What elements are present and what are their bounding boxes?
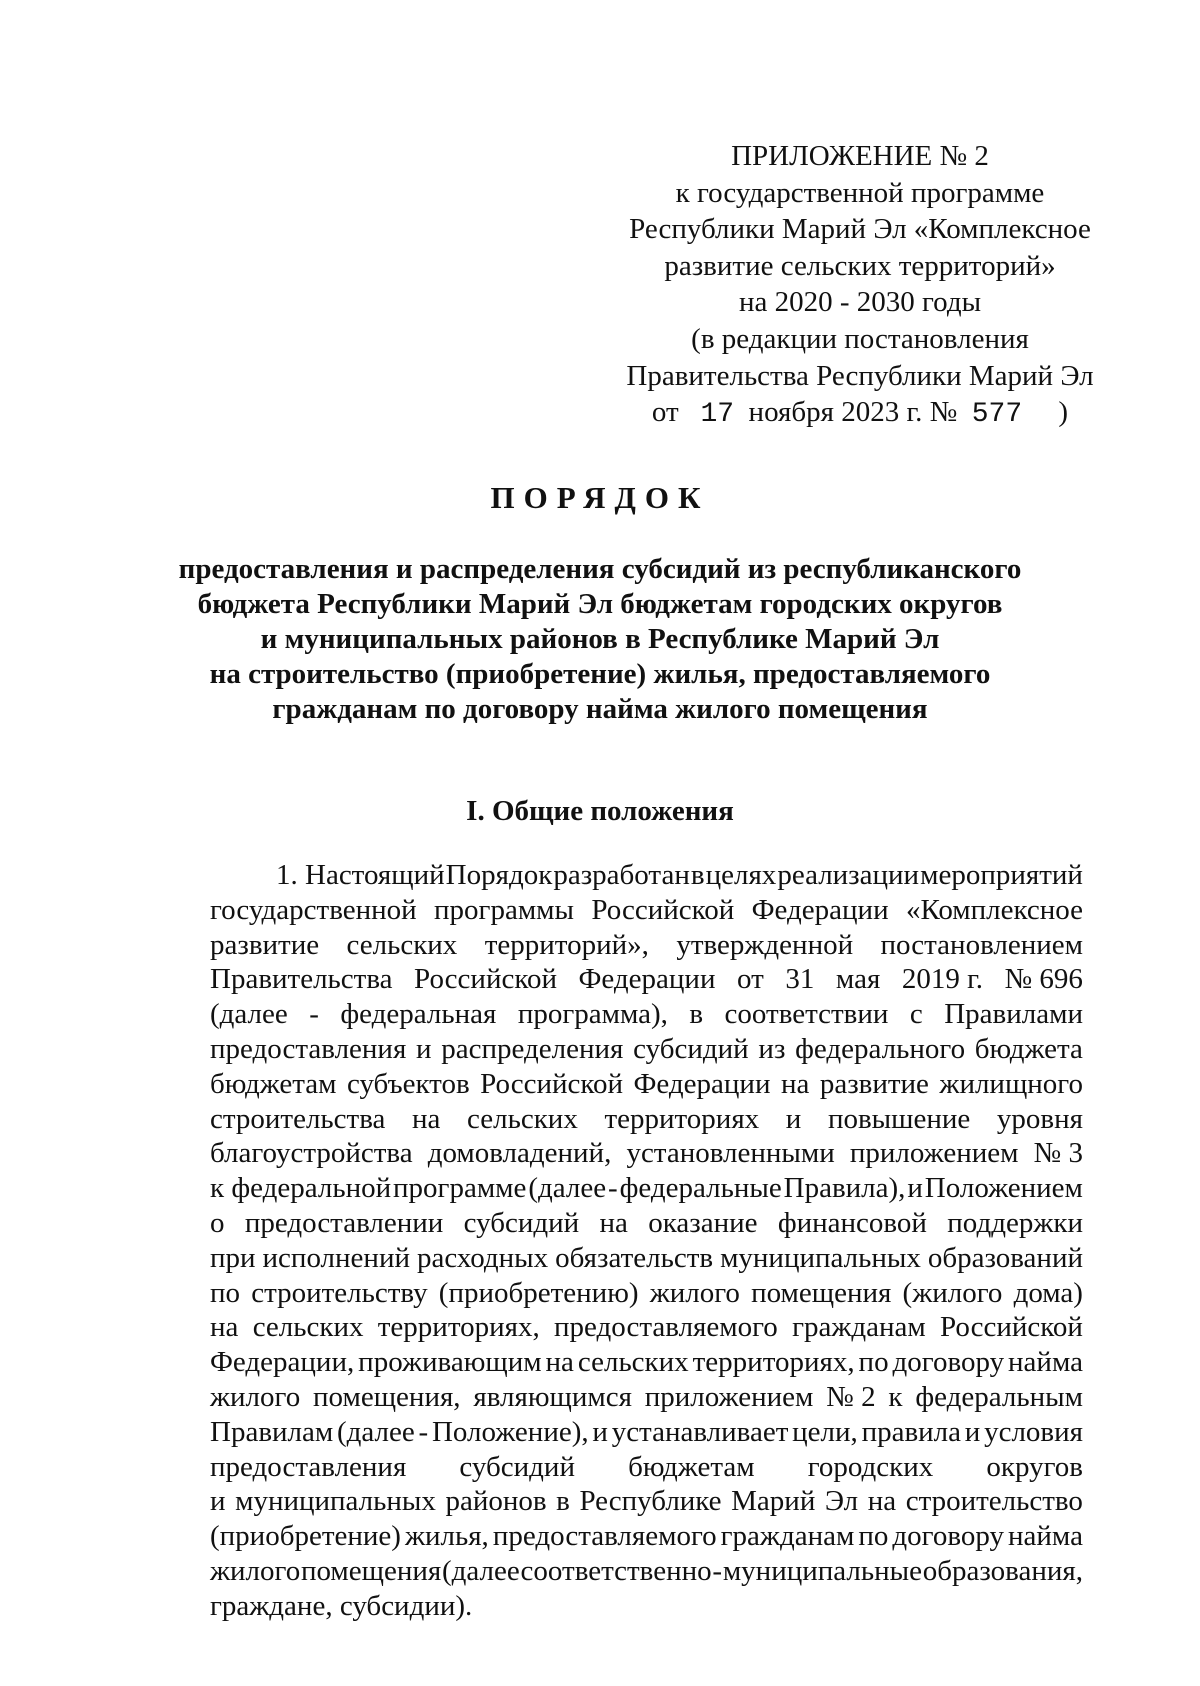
- paragraph-word: Республике: [579, 1485, 722, 1518]
- paragraph-word: предоставления: [210, 1450, 407, 1483]
- paragraph-word: приложением: [644, 1380, 814, 1413]
- paragraph-line: [210, 1310, 1083, 1345]
- paragraph-word: строительства: [210, 1102, 386, 1135]
- paragraph-word: в: [556, 1485, 570, 1518]
- paragraph-line: [210, 1171, 1083, 1206]
- paragraph-word: -: [309, 998, 319, 1031]
- paragraph-word: сельских: [467, 1102, 578, 1135]
- paragraph-word: № 696: [1004, 963, 1083, 996]
- paragraph-word: с: [909, 998, 923, 1031]
- paragraph-word: помещения: [300, 1554, 442, 1587]
- paragraph-word: найма: [1008, 1520, 1083, 1553]
- paragraph-line: [210, 1589, 1083, 1624]
- paragraph-line: [210, 1450, 1083, 1485]
- paragraph-word: Российской: [414, 963, 557, 996]
- paragraph-line: [210, 1032, 1083, 1067]
- paragraph-word: целях: [705, 859, 777, 891]
- subtitle-line: бюджета Республики Марий Эл бюджетам городских округов: [197, 588, 1003, 620]
- paragraph-word: на: [867, 1485, 897, 1518]
- paragraph-word: жилищного: [939, 1067, 1083, 1100]
- paragraph-word: по: [858, 1346, 889, 1379]
- paragraph-line: [210, 1380, 1083, 1415]
- paragraph-word: мероприятий: [920, 859, 1083, 891]
- paragraph-line: [210, 1067, 1083, 1102]
- paragraph-word: субсидии).: [339, 1589, 473, 1622]
- subtitle-line: предоставления и распределения субсидий из республиканского: [178, 553, 1022, 585]
- resolution-number: 577: [971, 399, 1023, 431]
- paragraph-word: реализации: [777, 859, 920, 891]
- paragraph-word: субсидий: [463, 1206, 580, 1239]
- paragraph-word: жилого: [210, 1380, 301, 1413]
- appendix-line: Республики Марий Эл «Комплексное: [629, 213, 1091, 246]
- appendix-date-line: [600, 394, 1120, 434]
- paragraph-word: № 3: [1033, 1137, 1083, 1170]
- paragraph-line: [210, 997, 1083, 1032]
- appendix-line: на 2020 - 2030 годы: [738, 286, 982, 319]
- appendix-line: (в редакции постановления: [691, 322, 1029, 355]
- paragraph-word: договору: [892, 1520, 1004, 1553]
- paragraph-word: условия: [984, 1415, 1083, 1448]
- paragraph-word: Марий: [731, 1485, 816, 1518]
- paragraph-word: Российской: [591, 893, 735, 926]
- paragraph-line: [210, 1554, 1083, 1589]
- paragraph-word: (далее: [337, 1415, 415, 1448]
- appendix-line: к государственной программе: [675, 176, 1045, 209]
- paragraph-word: (далее: [210, 998, 288, 1031]
- paragraph-word: о: [210, 1206, 225, 1239]
- paragraph-line: [210, 1241, 1083, 1276]
- paragraph-word: районов: [445, 1485, 547, 1518]
- paragraph-word: федерального: [795, 1032, 966, 1065]
- paragraph-word: жилого: [649, 1276, 740, 1309]
- paragraph-word: территориях: [604, 1102, 760, 1135]
- paragraph-word: Правительства: [210, 963, 393, 996]
- paragraph-word: разработан: [553, 859, 690, 891]
- paragraph-word: государственной: [210, 893, 417, 926]
- paragraph-word: сельских: [346, 928, 458, 961]
- appendix-header: [600, 138, 1120, 434]
- paragraph-word: утвержденной: [676, 928, 854, 961]
- date-rest: ноября 2023 г. №: [748, 396, 958, 429]
- document-title: ПОРЯДОК: [490, 480, 710, 515]
- paragraph-word: по: [858, 1520, 889, 1553]
- paragraph-word: и: [416, 1032, 432, 1065]
- subtitle-line: на строительство (приобретение) жилья, предоставляемого: [209, 658, 991, 690]
- paragraph-word: -: [418, 1415, 429, 1448]
- paragraph-word: финансовой: [777, 1206, 927, 1239]
- paragraph-word: (жилого: [902, 1276, 1003, 1309]
- paragraph-line: [210, 1345, 1083, 1380]
- paragraph-word: городских: [807, 1450, 934, 1483]
- paragraph-word: в: [689, 998, 704, 1031]
- paragraph-line: [210, 1415, 1083, 1450]
- paragraph-line: [210, 1136, 1083, 1171]
- paragraph-word: «Комплексное: [905, 893, 1083, 926]
- paragraph-word: муниципальных: [235, 1485, 436, 1518]
- paragraph-word: дома): [1013, 1276, 1083, 1309]
- paragraph-word: бюджетам: [628, 1450, 755, 1483]
- paragraph-word: программе: [393, 1172, 527, 1205]
- paragraph-word: граждане,: [210, 1589, 333, 1622]
- paragraph-word: Российской: [480, 1067, 624, 1100]
- paragraph-word: жилья,: [404, 1520, 489, 1553]
- paragraph-word: бюджетам: [210, 1067, 337, 1100]
- paragraph-word: жилого: [210, 1554, 301, 1587]
- paragraph-word: предоставлении: [244, 1206, 444, 1239]
- paragraph-line: [210, 1206, 1083, 1241]
- paragraph-word: федеральная: [340, 998, 497, 1031]
- paragraph-word: развитие: [210, 928, 320, 961]
- paragraph-line: [210, 1519, 1083, 1554]
- paragraph-word: благоустройства: [210, 1137, 413, 1170]
- date-day: 17: [700, 399, 735, 431]
- paragraph-line: [210, 1484, 1083, 1519]
- paragraph-word: помещения: [751, 1276, 892, 1309]
- paragraph-word: территориях,: [692, 1346, 855, 1379]
- paragraph-word: из: [758, 1032, 786, 1065]
- paragraph-word: гражданам: [720, 1520, 855, 1553]
- paragraph-word: мая: [835, 963, 881, 996]
- paragraph-word: Федерации: [633, 1067, 771, 1100]
- appendix-line: развитие сельских территорий»: [664, 249, 1056, 282]
- paragraph-word: оказание: [648, 1206, 758, 1239]
- paragraph-word: субъектов: [346, 1067, 470, 1100]
- paragraph-word: программа),: [517, 998, 668, 1031]
- paragraph-word: Правилами: [944, 998, 1083, 1031]
- paragraph-word: и: [964, 1415, 981, 1448]
- paragraph-word: бюджета: [974, 1032, 1083, 1065]
- paragraph-word: федеральным: [915, 1380, 1083, 1413]
- paragraph-word: образований: [927, 1241, 1083, 1274]
- paragraph-word: на: [780, 1067, 810, 1100]
- paragraph-word: субсидий: [633, 1032, 749, 1065]
- paragraph-word: поддержки: [947, 1206, 1083, 1239]
- paragraph-word: № 2: [826, 1380, 876, 1413]
- paragraph-word: найма: [1008, 1346, 1083, 1379]
- paragraph-word: расходных: [416, 1241, 549, 1274]
- paragraph-line: [210, 928, 1083, 963]
- paragraph-word: от: [737, 963, 764, 996]
- paragraph-word: и: [210, 1485, 226, 1518]
- paragraph-word: соответственно: [520, 1554, 712, 1587]
- paragraph-word: договору: [892, 1346, 1005, 1379]
- paragraph-word: обязательств: [555, 1241, 714, 1274]
- paragraph-line: [210, 962, 1083, 997]
- document-subtitle: [160, 552, 1040, 727]
- paragraph-word: сельских: [252, 1311, 364, 1344]
- paragraph-word: проживающим: [358, 1346, 542, 1379]
- paragraph-line: [210, 893, 1083, 928]
- paragraph-word: территориях,: [377, 1311, 540, 1344]
- paragraph-word: соответствии: [724, 998, 889, 1031]
- paragraph-word: муниципальные: [722, 1554, 922, 1587]
- paragraph-word: гражданам: [792, 1311, 926, 1344]
- paragraph-word: Федерации: [578, 963, 716, 996]
- paragraph-word: при: [210, 1241, 256, 1274]
- date-close: ): [1058, 396, 1069, 429]
- paragraph-word: на: [599, 1206, 628, 1239]
- paragraph-word: -: [712, 1554, 723, 1587]
- paragraph-word: муниципальных: [720, 1241, 921, 1274]
- appendix-line: ПРИЛОЖЕНИЕ № 2: [731, 140, 989, 172]
- paragraph-word: и: [592, 1415, 608, 1448]
- paragraph-word: развитие: [819, 1067, 929, 1100]
- paragraph-word: -: [608, 1172, 618, 1205]
- paragraph-word: (приобретению): [438, 1276, 639, 1309]
- paragraph-word: на: [210, 1311, 239, 1344]
- paragraph-word: распределения: [441, 1032, 624, 1065]
- paragraph-1: [210, 858, 1083, 1624]
- paragraph-word: сельских: [577, 1346, 689, 1379]
- paragraph-word: Положение),: [431, 1415, 589, 1448]
- paragraph-word: домовладений,: [427, 1137, 612, 1170]
- paragraph-line: [210, 1102, 1083, 1137]
- paragraph-word: в: [690, 859, 705, 891]
- paragraph-word: (далее: [442, 1554, 520, 1587]
- paragraph-word: 31: [785, 963, 815, 996]
- paragraph-word: к федеральной: [210, 1172, 392, 1205]
- paragraph-word: образования,: [922, 1554, 1083, 1587]
- paragraph-line: [210, 1276, 1083, 1311]
- paragraph-word: исполнений: [262, 1241, 410, 1274]
- paragraph-word: приложением: [849, 1137, 1019, 1170]
- paragraph-word: (приобретение): [210, 1520, 401, 1553]
- paragraph-word: 1. Настоящий: [276, 859, 445, 891]
- paragraph-word: строительству: [251, 1276, 428, 1309]
- paragraph-word: строительство: [905, 1485, 1083, 1518]
- paragraph-word: программы: [434, 893, 575, 926]
- paragraph-word: 2019 г.: [901, 963, 983, 996]
- paragraph-word: постановлением: [880, 928, 1083, 961]
- subtitle-line: гражданам по договору найма жилого помещения: [272, 693, 928, 725]
- paragraph-word: повышение: [827, 1102, 971, 1135]
- date-prefix: от: [651, 396, 679, 429]
- paragraph-word: и: [907, 1172, 923, 1205]
- paragraph-word: Российской: [940, 1311, 1083, 1344]
- paragraph-word: помещения,: [313, 1380, 461, 1413]
- paragraph-word: предоставляемого: [554, 1311, 778, 1344]
- paragraph-word: Положением: [924, 1172, 1083, 1205]
- paragraph-word: округов: [986, 1450, 1083, 1483]
- paragraph-word: правила: [861, 1415, 962, 1448]
- paragraph-word: федеральные: [619, 1172, 782, 1205]
- paragraph-word: по: [210, 1276, 241, 1309]
- paragraph-word: Федерации,: [210, 1346, 355, 1379]
- subtitle-line: и муниципальных районов в Республике Марий Эл: [260, 623, 940, 655]
- paragraph-word: субсидий: [459, 1450, 575, 1483]
- paragraph-word: к: [888, 1380, 903, 1413]
- paragraph-word: Эл: [824, 1485, 859, 1518]
- paragraph-line: [210, 858, 1083, 893]
- paragraph-word: Федерации: [751, 893, 889, 926]
- paragraph-word: являющимся: [473, 1380, 632, 1413]
- paragraph-word: установленными: [626, 1137, 835, 1170]
- paragraph-word: Правилам: [210, 1415, 334, 1448]
- section-heading: I. Общие положения: [466, 795, 734, 827]
- paragraph-word: территорий»,: [484, 928, 649, 961]
- paragraph-word: (далее: [528, 1172, 607, 1205]
- paragraph-word: предоставляемого: [492, 1520, 717, 1553]
- paragraph-word: цели,: [792, 1415, 858, 1448]
- paragraph-word: Правила),: [783, 1172, 906, 1205]
- paragraph-word: Порядок: [445, 859, 553, 891]
- paragraph-word: устанавливает: [611, 1415, 789, 1448]
- paragraph-word: и: [785, 1102, 802, 1135]
- paragraph-word: предоставления: [210, 1032, 407, 1065]
- paragraph-word: на: [412, 1102, 441, 1135]
- paragraph-word: уровня: [996, 1102, 1083, 1135]
- paragraph-word: на: [545, 1346, 574, 1379]
- appendix-line: Правительства Республики Марий Эл: [626, 359, 1094, 392]
